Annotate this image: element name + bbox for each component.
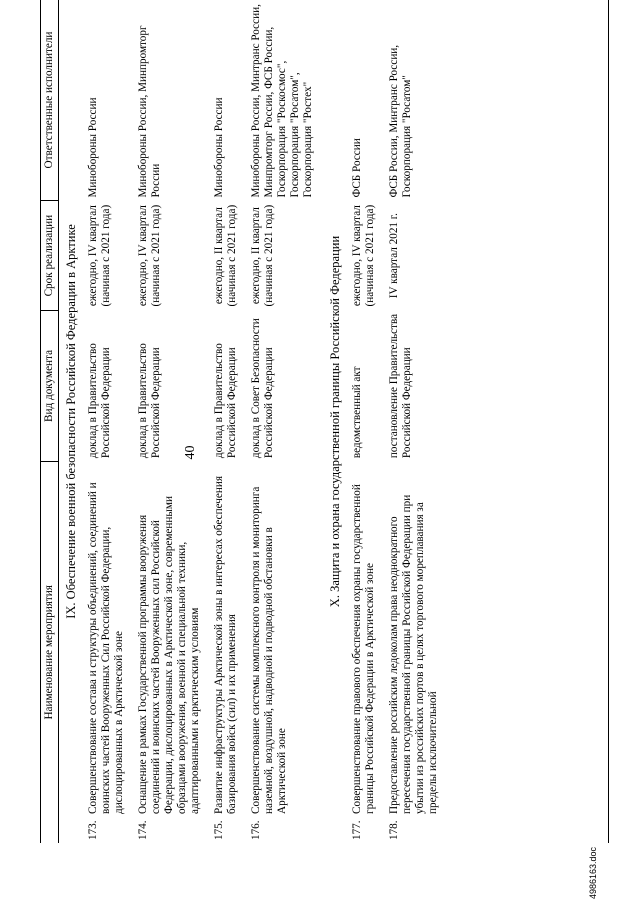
document-type: ведомственный акт: [351, 366, 363, 459]
document-type: доклад в Правительство Российской Федерации: [137, 343, 162, 459]
section-heading-row: [323, 0, 348, 843]
row-number: 177.: [351, 820, 363, 840]
table-row: [210, 0, 247, 843]
page-number: 40: [183, 445, 198, 460]
responsible-executors: Минобороны России: [87, 97, 99, 198]
deadline: ежегодно, II квартал (начиная с 2021 года): [250, 204, 275, 307]
row-number: 175.: [213, 820, 225, 840]
header-measure-name: Наименование мероприятия: [41, 461, 59, 843]
deadline: IV квартал 2021 г.: [388, 213, 400, 299]
header-deadline: Срок реализации: [41, 201, 59, 311]
responsible-executors: Минобороны России, Минтранс России, Минпромторг России, ФСБ России, Госкорпорация "Роскосмос", Госкорпорация "Росатом", Госкорпорация "Ростех": [250, 4, 314, 198]
responsible-executors: Минобороны России, Минпромторг России: [137, 25, 162, 198]
row-number: 174.: [137, 820, 149, 840]
measure-name: Совершенствование правового обеспечения охраны государственной границы Российской Федерации в Арктической зоне: [351, 484, 376, 814]
table-row: [385, 0, 448, 843]
section-heading-row: [59, 0, 85, 843]
deadline: ежегодно, IV квартал (начиная с 2021 года): [87, 204, 112, 307]
row-number: 173.: [87, 820, 99, 840]
row-number: 178.: [388, 820, 400, 840]
deadline: ежегодно, IV квартал (начиная с 2021 года): [351, 204, 376, 307]
document-type: доклад в Правительство Российской Федерации: [87, 343, 112, 459]
section-title: X. Защита и охрана государственной границы Российской Федерации: [328, 235, 342, 608]
document-type: доклад в Совет Безопасности Российской Федерации: [250, 318, 275, 459]
table-row: [84, 0, 134, 843]
measures-table: [40, 0, 448, 843]
table-row: [134, 0, 210, 843]
document-type: доклад в Правительство Российской Федерации: [213, 343, 238, 459]
deadline: ежегодно, IV квартал (начиная с 2021 года): [137, 204, 162, 307]
table-row: [247, 0, 323, 843]
section-title: IX. Обеспечение военной безопасности Российской Федерации в Арктике: [64, 224, 78, 619]
header-document-type: Вид документа: [41, 311, 59, 461]
responsible-executors: Минобороны России: [213, 97, 225, 198]
measure-name: Предоставление российским ледоколам права неоднократного пересечения государственной границы Российской Федерации при убытии из российских портов в целях торгового мореплавания за пределы исключительной: [388, 494, 439, 814]
measure-name: Совершенствование состава и структуры объединений, соединений и воинских частей Вооруженных Сил Российской Федерации, дислоцированных в Арктической зоне: [87, 482, 125, 814]
document-code: 4986163.doc: [588, 846, 598, 899]
measure-name: Оснащение в рамках Государственной программы вооружения соединений и воинских частей Вооруженных сил Российской Федерации, дислоцированных в Арктической зоне, современными образцами вооружения, военной и специальной техники, адаптированными к арктическим условиям: [137, 496, 201, 814]
responsible-executors: ФСБ России, Минтранс России, Госкорпорация "Росатом": [388, 44, 413, 198]
table-row: [348, 0, 385, 843]
table-header-row: [41, 0, 59, 843]
responsible-executors: ФСБ России: [351, 138, 363, 198]
deadline: ежегодно, II квартал (начиная с 2021 года): [213, 204, 238, 307]
measure-name: Развитие инфраструктуры Арктической зоны в интересах обеспечения базирования войск (сил) и их применения: [213, 475, 238, 814]
table-bottom-rule: [608, 0, 609, 843]
header-responsible: Ответственные исполнители: [41, 0, 59, 201]
measure-name: Совершенствование системы комплексного контроля и мониторинга наземной, воздушной, надводной и подводной обстановки в Арктической зоне: [250, 486, 288, 814]
document-type: постановление Правительства Российской Федерации: [388, 313, 413, 459]
row-number: 176.: [250, 820, 262, 840]
